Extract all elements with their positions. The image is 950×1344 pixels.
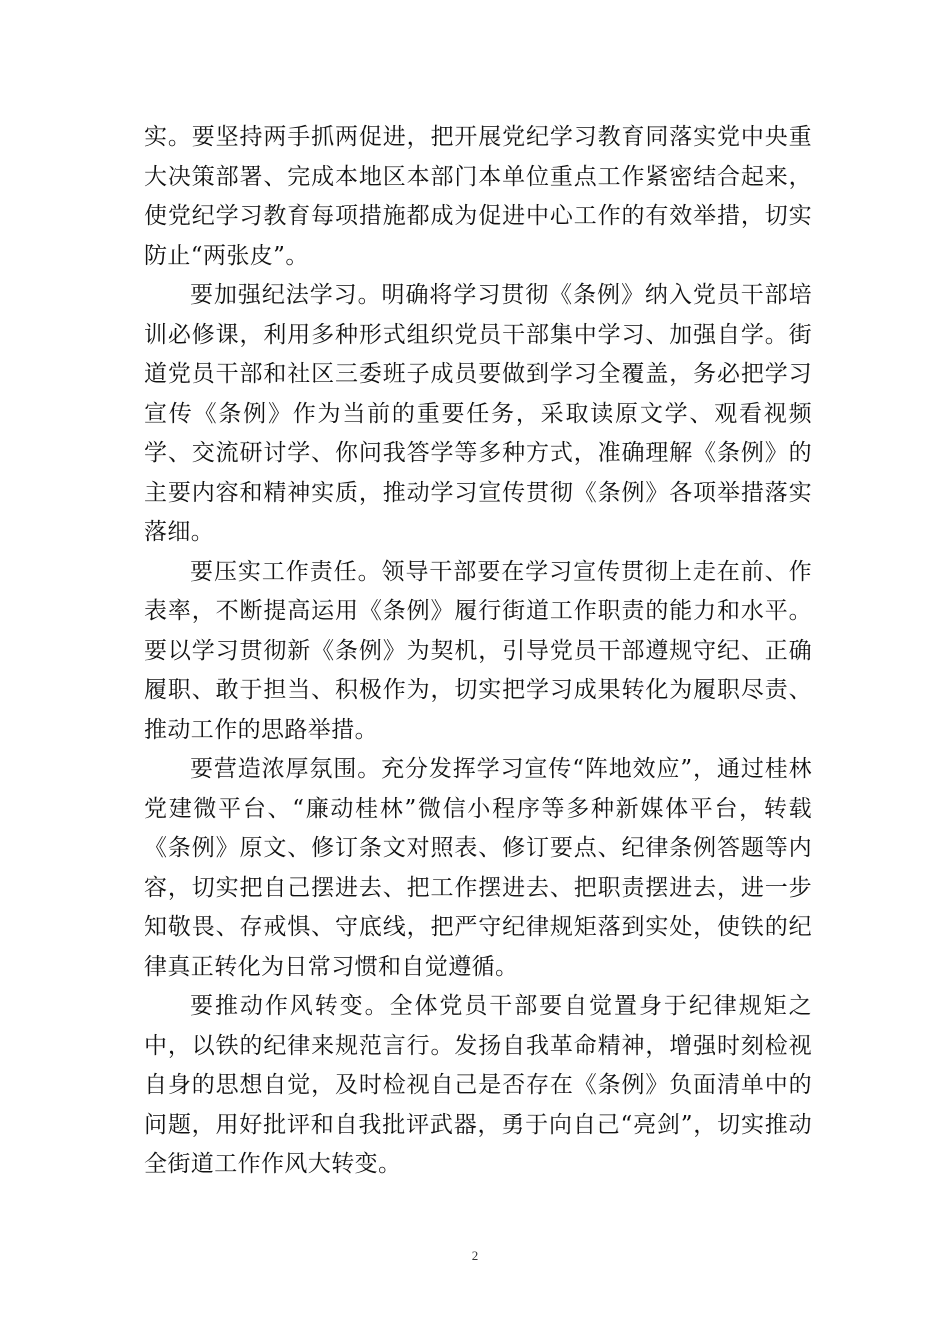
document-body (144, 118, 812, 1185)
paragraph-responsibility: 要压实工作责任。领导干部要在学习宣传贯彻上走在前、作表率，不断提高运用《条例》履行街道工作职责的能力和水平。要以学习贯彻新《条例》为契机，引导党员干部遵规守纪、正确履职、敢于担当、积极作为，切实把学习成果转化为履职尽责、推动工作的思路举措。 (144, 558, 812, 743)
paragraph-atmosphere: 要营造浓厚氛围。充分发挥学习宣传“阵地效应”，通过桂林党建微平台、“廉动桂林”微信小程序等多种新媒体平台，转载《条例》原文、修订条文对照表、修订要点、纪律条例答题等内容，切实把自己摆进去、把工作摆进去、把职责摆进去，进一步知敬畏、存戒惧、守底线，把严守纪律规矩落到实处，使铁的纪律真正转化为日常习惯和自觉遵循。 (144, 756, 812, 980)
paragraph-continuation: 实。要坚持两手抓两促进，把开展党纪学习教育同落实党中央重大决策部署、完成本地区本部门本单位重点工作紧密结合起来，使党纪学习教育每项措施都成为促进中心工作的有效举措，切实防止“两张皮”。 (144, 124, 812, 269)
paragraph-study-discipline: 要加强纪法学习。明确将学习贯彻《条例》纳入党员干部培训必修课，利用多种形式组织党员干部集中学习、加强自学。街道党员干部和社区三委班子成员要做到学习全覆盖，务必把学习宣传《条例》作为当前的重要任务，采取读原文学、观看视频学、交流研讨学、你问我答学等多种方式，准确理解《条例》的主要内容和精神实质，推动学习宣传贯彻《条例》各项举措落实落细。 (144, 282, 812, 545)
page-number: 2 (471, 1248, 479, 1263)
paragraph-work-style: 要推动作风转变。全体党员干部要自觉置身于纪律规矩之中，以铁的纪律来规范言行。发扬自我革命精神，增强时刻检视自身的思想自觉，及时检视自己是否存在《条例》负面清单中的问题，用好批评和自我批评武器，勇于向自己“亮剑”，切实推动全街道工作作风大转变。 (144, 993, 812, 1177)
